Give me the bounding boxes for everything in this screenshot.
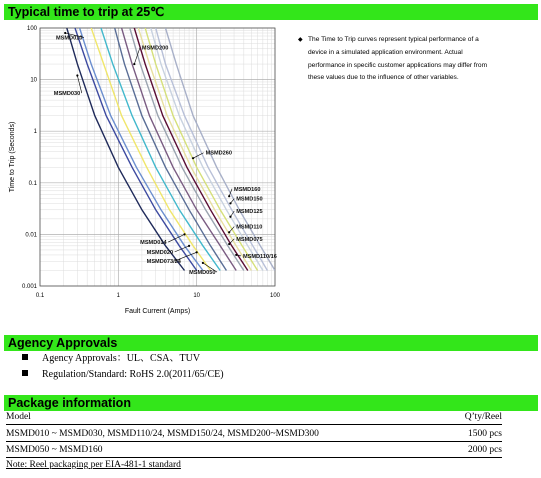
callout-arrow-head: [188, 245, 190, 247]
table-rule: [6, 424, 502, 425]
package-section-header: [4, 395, 538, 411]
callout-arrow-head: [235, 254, 237, 256]
package-section-title: Package information: [8, 396, 131, 410]
y-axis-label: Time to Trip (Seconds): [9, 121, 16, 193]
square-bullet-icon: [22, 354, 28, 360]
x-tick-label: 100: [269, 293, 281, 299]
y-tick-label: 1: [33, 129, 37, 136]
time-to-trip-chart: [0, 20, 300, 320]
row-model: MSMD050 ~ MSMD160: [6, 445, 103, 455]
callout-arrow-head: [202, 262, 204, 264]
trip-section-title: Typical time to trip at 25℃: [8, 5, 165, 19]
table-rule: [6, 457, 502, 458]
description-note: [298, 34, 488, 85]
y-tick-label: 0.001: [21, 284, 37, 290]
series-label: MSMD125: [236, 208, 263, 215]
package-table-header: [6, 411, 502, 423]
header-model: Model: [6, 412, 31, 422]
header-qty: Q’ty/Reel: [464, 412, 502, 422]
table-row: [6, 444, 502, 456]
row-model: MSMD010 ~ MSMD030, MSMD110/24, MSMD150/24, MSMD200~MSMD300: [6, 429, 319, 439]
series-label: MSMD073/24: [146, 258, 181, 265]
table-row: [6, 428, 502, 440]
series-label: MSMD260: [205, 150, 233, 157]
x-tick-label: 0.1: [35, 293, 45, 299]
y-tick-label: 10: [30, 77, 37, 84]
y-tick-label: 0.01: [25, 232, 37, 239]
y-tick-label: 100: [26, 26, 37, 32]
description-text: The Time to Trip curves represent typical performance of a device in a simulated application environment. Actual performance in specific customer applications may differ from these values due to the influence of other variables.: [308, 36, 488, 82]
callout-arrow-head: [228, 243, 230, 245]
x-tick-label: 1: [116, 293, 121, 299]
series-label: MSMD030: [53, 91, 81, 98]
callout-arrow-head: [192, 157, 194, 159]
series-label: MSMD150: [236, 196, 263, 203]
table-rule: [6, 441, 502, 442]
agency-item: [22, 352, 200, 365]
callout-arrow-head: [64, 32, 66, 34]
callout-arrow-head: [229, 216, 231, 218]
y-tick-label: 0.1: [28, 180, 37, 187]
callout-arrow-head: [133, 63, 135, 65]
series-label: MSMD050: [189, 270, 216, 277]
row-qty: 1500 pcs: [467, 429, 502, 439]
agency-item: [22, 368, 224, 381]
agency-section-header: [4, 335, 538, 351]
plot-frame: [40, 28, 275, 286]
series-label: MSMD110/16: [242, 253, 277, 260]
row-qty: 2000 pcs: [467, 445, 502, 455]
agency-item-text: Regulation/Standard: RoHS 2.0(2011/65/CE): [42, 369, 224, 380]
agency-section-title: Agency Approvals: [8, 336, 118, 350]
diamond-bullet-icon: ◆: [298, 37, 303, 43]
series-label: MSMD020: [146, 249, 174, 256]
series-label: MSMD200: [141, 45, 169, 52]
callout-arrow-head: [183, 233, 185, 235]
trip-section-header: [4, 4, 538, 20]
series-label: MSMD160: [234, 186, 261, 193]
callout-arrow-head: [76, 74, 78, 76]
series-label: MSMD010: [55, 35, 83, 42]
callout-arrow-head: [228, 231, 230, 233]
x-axis-label: Fault Current (Amps): [124, 308, 191, 315]
agency-item-text: Agency Approvals：UL、CSA、TUV: [42, 353, 201, 364]
x-tick-label: 10: [193, 293, 201, 299]
series-label: MSMD075: [236, 236, 263, 243]
series-label: MSMD014: [140, 240, 167, 247]
callout-arrow-head: [228, 195, 230, 197]
package-note: Note: Reel packaging per EIA-481-1 standard: [6, 460, 181, 470]
callout-arrow-head: [229, 202, 231, 204]
callout-arrow-head: [196, 251, 198, 253]
series-label: MSMD110: [236, 224, 263, 231]
square-bullet-icon: [22, 370, 28, 376]
